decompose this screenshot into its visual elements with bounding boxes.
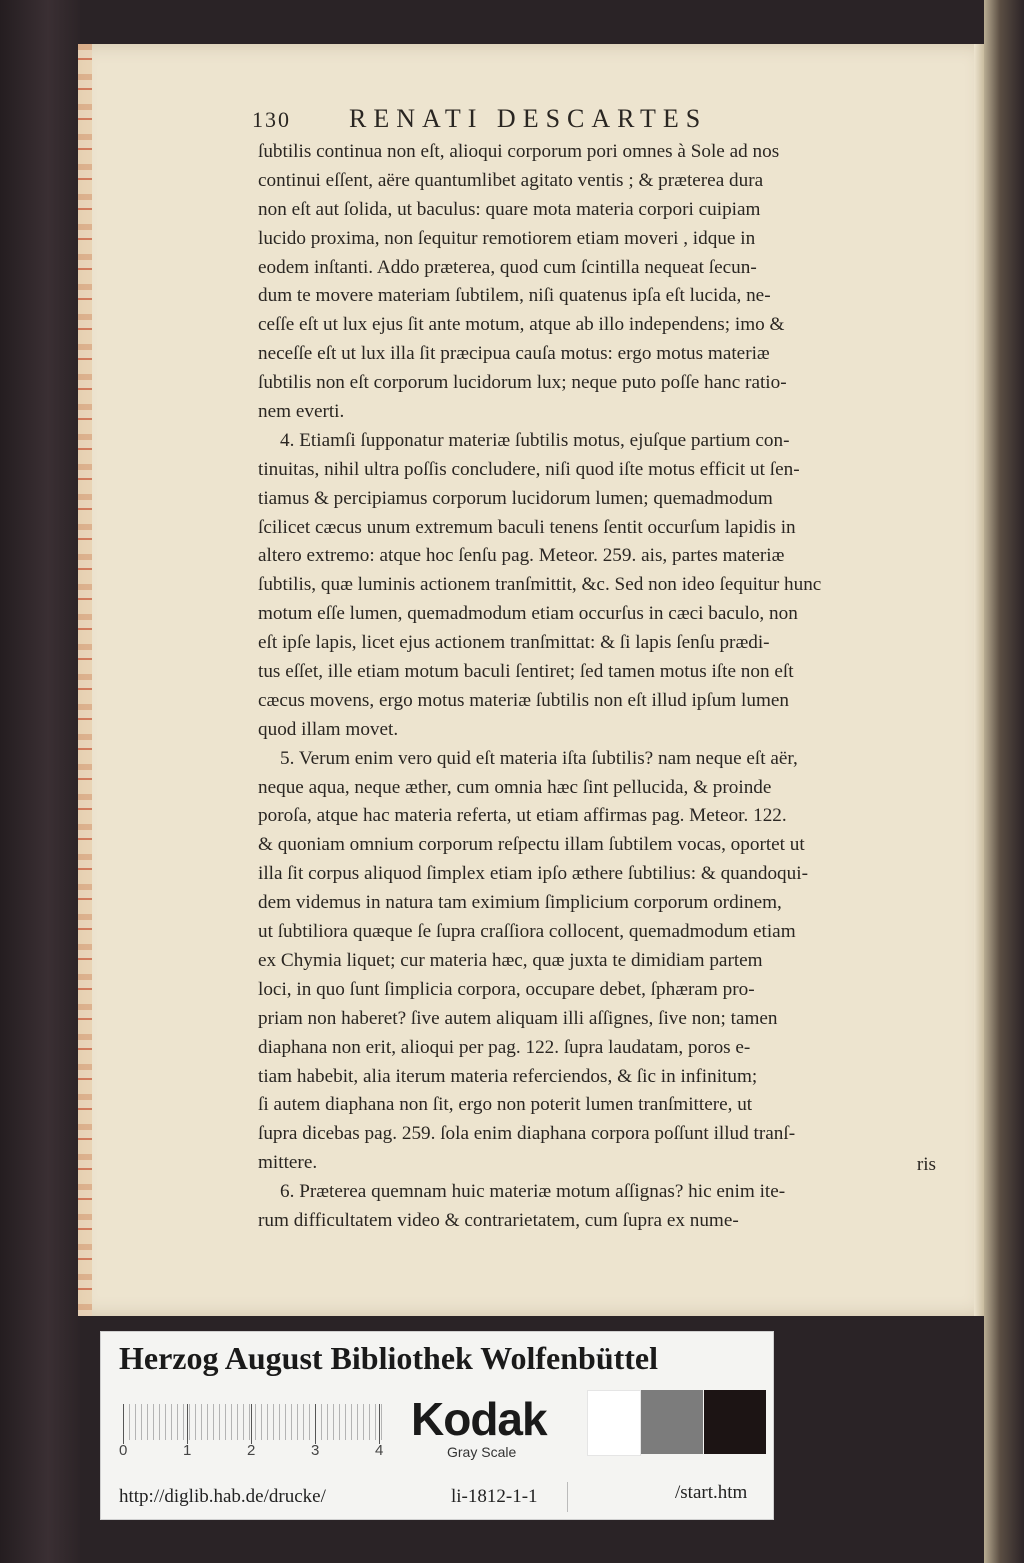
- card-id: li-1812-1-1: [451, 1486, 538, 1507]
- text-line: & quoniam omnium corporum reſpectu illam ſubtilem vocas, oportet ut: [258, 834, 805, 856]
- gray-swatch: [641, 1390, 703, 1454]
- black-swatch: [704, 1390, 766, 1454]
- text-line: mittere.: [258, 1152, 318, 1174]
- text-line: cæcus movens, ergo motus materiæ ſubtilis non eſt illud ipſum lumen: [258, 689, 789, 711]
- card-url: http://diglib.hab.de/drucke/: [119, 1486, 326, 1507]
- color-calibration-card: [100, 1331, 774, 1520]
- text-line: ut ſubtiliora quæque ſe ſupra craſſiora collocent, quemadmodum etiam: [258, 921, 796, 943]
- text-line: ſi autem diaphana non ſit, ergo non poterit lumen tranſmittere, ut: [258, 1094, 753, 1116]
- ruler-number: 2: [247, 1442, 256, 1459]
- kodak-logo: Kodak: [411, 1393, 547, 1445]
- text-line: quod illam movet.: [258, 718, 399, 740]
- white-swatch: [587, 1390, 641, 1456]
- text-line: tus eſſet, ille etiam motum baculi ſentiret; ſed tamen motus iſte non eſt: [258, 661, 794, 683]
- text-line: nem everti.: [258, 401, 345, 423]
- text-line: 5. Verum enim vero quid eſt materia iſta ſubtilis? nam neque eſt aër,: [280, 747, 798, 769]
- ruler-tick: [315, 1404, 316, 1444]
- ruler-scale: [123, 1404, 385, 1440]
- text-line: non eſt aut ſolida, ut baculus: quare mota materia corpori cuipiam: [258, 198, 761, 220]
- ruler-number: 3: [311, 1442, 320, 1459]
- book-edge-right: [984, 0, 1024, 1563]
- ruler-tick: [123, 1404, 124, 1444]
- text-line: neque aqua, neque æther, cum omnia hæc ſint pellucida, & proinde: [258, 776, 772, 798]
- text-line: illa ſit corpus aliquod ſimplex etiam ipſo æthere ſubtilius: & quandoqui-: [258, 863, 808, 885]
- text-line: diaphana non erit, alioqui per pag. 122. ſupra laudatam, poros e-: [258, 1036, 751, 1058]
- ruler-numbers: [115, 1442, 395, 1462]
- text-line: ſubtilis continua non eſt, alioqui corporum pori omnes à Sole ad nos: [258, 141, 780, 162]
- ruler-tick: [379, 1404, 380, 1444]
- text-line: tiamus & percipiamus corporum lucidorum lumen; quemadmodum: [258, 487, 773, 509]
- text-line: 6. Præterea quemnam huic materiæ motum aſſignas? hic enim ite-: [280, 1181, 786, 1203]
- card-separator: [567, 1482, 568, 1512]
- card-start: /start.htm: [675, 1482, 748, 1503]
- text-line: ex Chymia liquet; cur materia hæc, quæ juxta te dimidiam partem: [258, 949, 763, 971]
- ruler-number: 4: [375, 1442, 384, 1459]
- page-right-strip: [974, 44, 984, 1316]
- text-line: 4. Etiamſi ſupponatur materiæ ſubtilis motus, ejuſque partium con-: [280, 429, 790, 451]
- text-line: eodem inſtanti. Addo præterea, quod cum ſcintilla nequeat ſecun-: [258, 256, 757, 278]
- gray-scale-label: Gray Scale: [447, 1444, 517, 1460]
- text-line: ſubtilis, quæ luminis actionem tranſmittit, &c. Sed non ideo ſequitur hunc: [258, 574, 822, 596]
- page-left-edge: [78, 44, 92, 1316]
- text-line: ſupra dicebas pag. 259. ſola enim diaphana corpora poſſunt illud tranſ-: [258, 1123, 796, 1145]
- page-number: 130: [252, 107, 291, 132]
- text-line: dum te movere materiam ſubtilem, niſi quatenus ipſa eſt lucida, ne-: [258, 285, 771, 307]
- text-line: loci, in quo ſunt ſimplicia corpora, occupare debet, ſphæram pro-: [258, 978, 755, 1000]
- text-line: tiam habebit, alia iterum materia referciendos, & ſic in infinitum;: [258, 1065, 758, 1087]
- text-line: rum difficultatem video & contrarietatem, cum ſupra ex nume-: [258, 1209, 739, 1231]
- text-line: motum eſſe lumen, quemadmodum etiam occurſus in cæci baculo, non: [258, 603, 798, 625]
- text-line: neceſſe eſt ut lux illa ſit præcipua cauſa motus: ergo motus materiæ: [258, 343, 770, 365]
- text-line: altero extremo: atque hoc ſenſu pag. Meteor. 259. ais, partes materiæ: [258, 545, 785, 567]
- ruler-number: 1: [183, 1442, 192, 1459]
- text-line: ſubtilis non eſt corporum lucidorum lux; neque puto poſſe hanc ratio-: [258, 372, 787, 394]
- ruler-number: 0: [119, 1442, 128, 1459]
- text-line: eſt ipſe lapis, licet ejus actionem tranſmittat: & ſi lapis ſenſu prædi-: [258, 632, 770, 654]
- dark-background-left: [0, 0, 80, 1563]
- text-line: continui eſſent, aëre quantumlibet agitato ventis ; & præterea dura: [258, 169, 764, 191]
- text-line: tinuitas, nihil ultra poſſis concludere, niſi quod iſte motus efficit ut ſen-: [258, 458, 800, 480]
- text-line: ſcilicet cæcus unum extremum baculi tenens ſentit occurſum lapidis in: [258, 516, 796, 538]
- text-line: priam non haberet? ſive autem aliquam illi aſſignes, ſive non; tamen: [258, 1007, 778, 1029]
- text-line: ceſſe eſt ut lux ejus ſit ante motum, atque ab illo independens; imo &: [258, 314, 785, 336]
- ruler-tick: [187, 1404, 188, 1444]
- ruler-tick: [251, 1404, 252, 1444]
- header-title: RENATI DESCARTES: [349, 104, 708, 133]
- text-line: lucido proxima, non ſequitur remotiorem etiam moveri , idque in: [258, 227, 756, 249]
- text-line: dem videmus in natura tam eximium ſimplicium corporum ordinem,: [258, 892, 782, 914]
- catchword: ris: [916, 1154, 936, 1175]
- body-text: [258, 138, 934, 1236]
- text-line: poroſa, atque hac materia referta, ut etiam affirmas pag. Meteor. 122.: [258, 805, 787, 827]
- library-title: Herzog August Bibliothek Wolfenbüttel: [119, 1340, 659, 1376]
